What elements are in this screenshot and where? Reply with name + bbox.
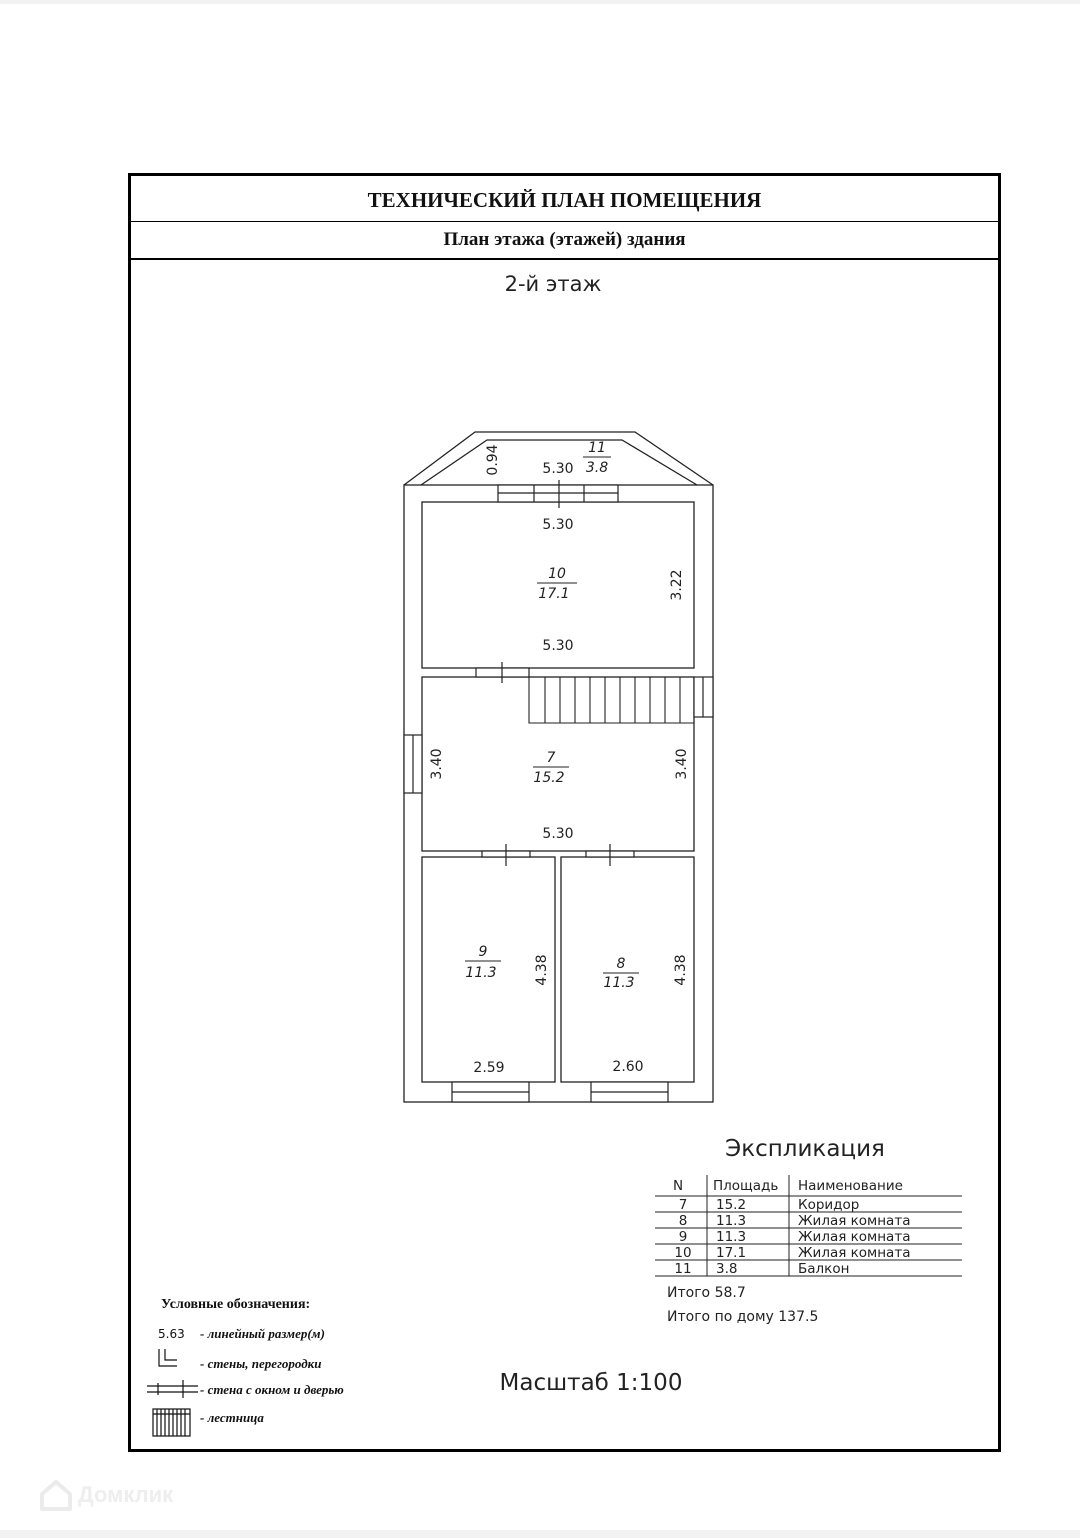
explication-header-name: Наименование <box>798 1178 903 1194</box>
room-7-number: 7 <box>546 750 556 766</box>
document-title: ТЕХНИЧЕСКИЙ ПЛАН ПОМЕЩЕНИЯ <box>131 176 998 222</box>
document-subtitle: План этажа (этажей) здания <box>131 222 998 260</box>
explication-row-n: 8 <box>678 1213 688 1229</box>
explication-row-name: Жилая комната <box>798 1245 911 1261</box>
explication-row-area: 17.1 <box>716 1245 747 1261</box>
legend-item-dimension: - линейный размер(м) <box>200 1326 325 1341</box>
dim-room-9-side: 4.38 <box>534 954 550 986</box>
legend-wall-symbol <box>159 1349 177 1366</box>
room-9-area: 11.3 <box>465 965 497 981</box>
room-8-area: 11.3 <box>603 975 635 991</box>
explication-row-n: 9 <box>678 1229 688 1245</box>
legend-sample-value: 5.63 <box>158 1327 185 1341</box>
explication-row-area: 15.2 <box>716 1197 747 1213</box>
explication-total: Итого 58.7 <box>667 1285 746 1301</box>
dim-room-10-bottom: 5.30 <box>542 638 574 654</box>
dim-balcony-depth: 0.94 <box>485 444 501 476</box>
dim-room-7-left: 3.40 <box>429 748 445 780</box>
room-8-number: 8 <box>616 956 626 972</box>
bottom-band <box>0 1530 1080 1538</box>
scale-label: Масштаб 1:100 <box>499 1370 683 1396</box>
explication-row-n: 11 <box>674 1261 692 1277</box>
legend-item-walls: - стены, перегородки <box>200 1356 322 1371</box>
legend-item-window-door: - стена с окном и дверью <box>200 1382 344 1397</box>
explication-row-name: Коридор <box>798 1197 860 1213</box>
watermark-text: Домклик <box>78 1482 174 1507</box>
explication-title: Экспликация <box>725 1136 885 1162</box>
dim-room-7-right: 3.40 <box>674 748 690 780</box>
explication-row-name: Балкон <box>798 1261 850 1277</box>
floor-label: 2-й этаж <box>504 272 602 296</box>
dim-room-10-top: 5.30 <box>542 517 574 533</box>
room-9-number: 9 <box>478 944 488 960</box>
dim-room-8-bottom: 2.60 <box>612 1059 644 1075</box>
legend-stairs-symbol <box>153 1409 190 1436</box>
explication-total-house: Итого по дому 137.5 <box>667 1309 819 1325</box>
room-10-number: 10 <box>548 566 566 582</box>
room-7-walls <box>422 677 694 851</box>
explication-header-area: Площадь <box>713 1178 779 1194</box>
room-11-area: 3.8 <box>585 460 609 476</box>
explication-row-area: 11.3 <box>716 1213 747 1229</box>
legend-item-stairs: - лестница <box>200 1410 264 1425</box>
house-logo-icon <box>38 1478 74 1512</box>
room-7-area: 15.2 <box>533 770 565 786</box>
dim-room-8-side: 4.38 <box>673 954 689 986</box>
dim-room-9-bottom: 2.59 <box>473 1060 505 1076</box>
legend-title: Условные обозначения: <box>161 1297 311 1312</box>
explication-row-name: Жилая комната <box>798 1213 911 1229</box>
staircase <box>529 677 694 723</box>
dim-room-10-side: 3.22 <box>669 569 685 601</box>
explication-row-n: 10 <box>674 1245 692 1261</box>
dim-room-7-bottom: 5.30 <box>542 826 574 842</box>
explication-row-name: Жилая комната <box>798 1229 911 1245</box>
room-11-number: 11 <box>588 440 606 456</box>
watermark <box>38 1478 173 1512</box>
dim-balcony-width: 5.30 <box>542 461 574 477</box>
room-10-area: 17.1 <box>538 586 570 602</box>
explication-row-area: 11.3 <box>716 1229 747 1245</box>
explication-header-n: N <box>673 1178 684 1194</box>
explication-row-n: 7 <box>678 1197 688 1213</box>
explication-row-area: 3.8 <box>716 1261 738 1277</box>
legend-window-symbol <box>147 1380 198 1398</box>
